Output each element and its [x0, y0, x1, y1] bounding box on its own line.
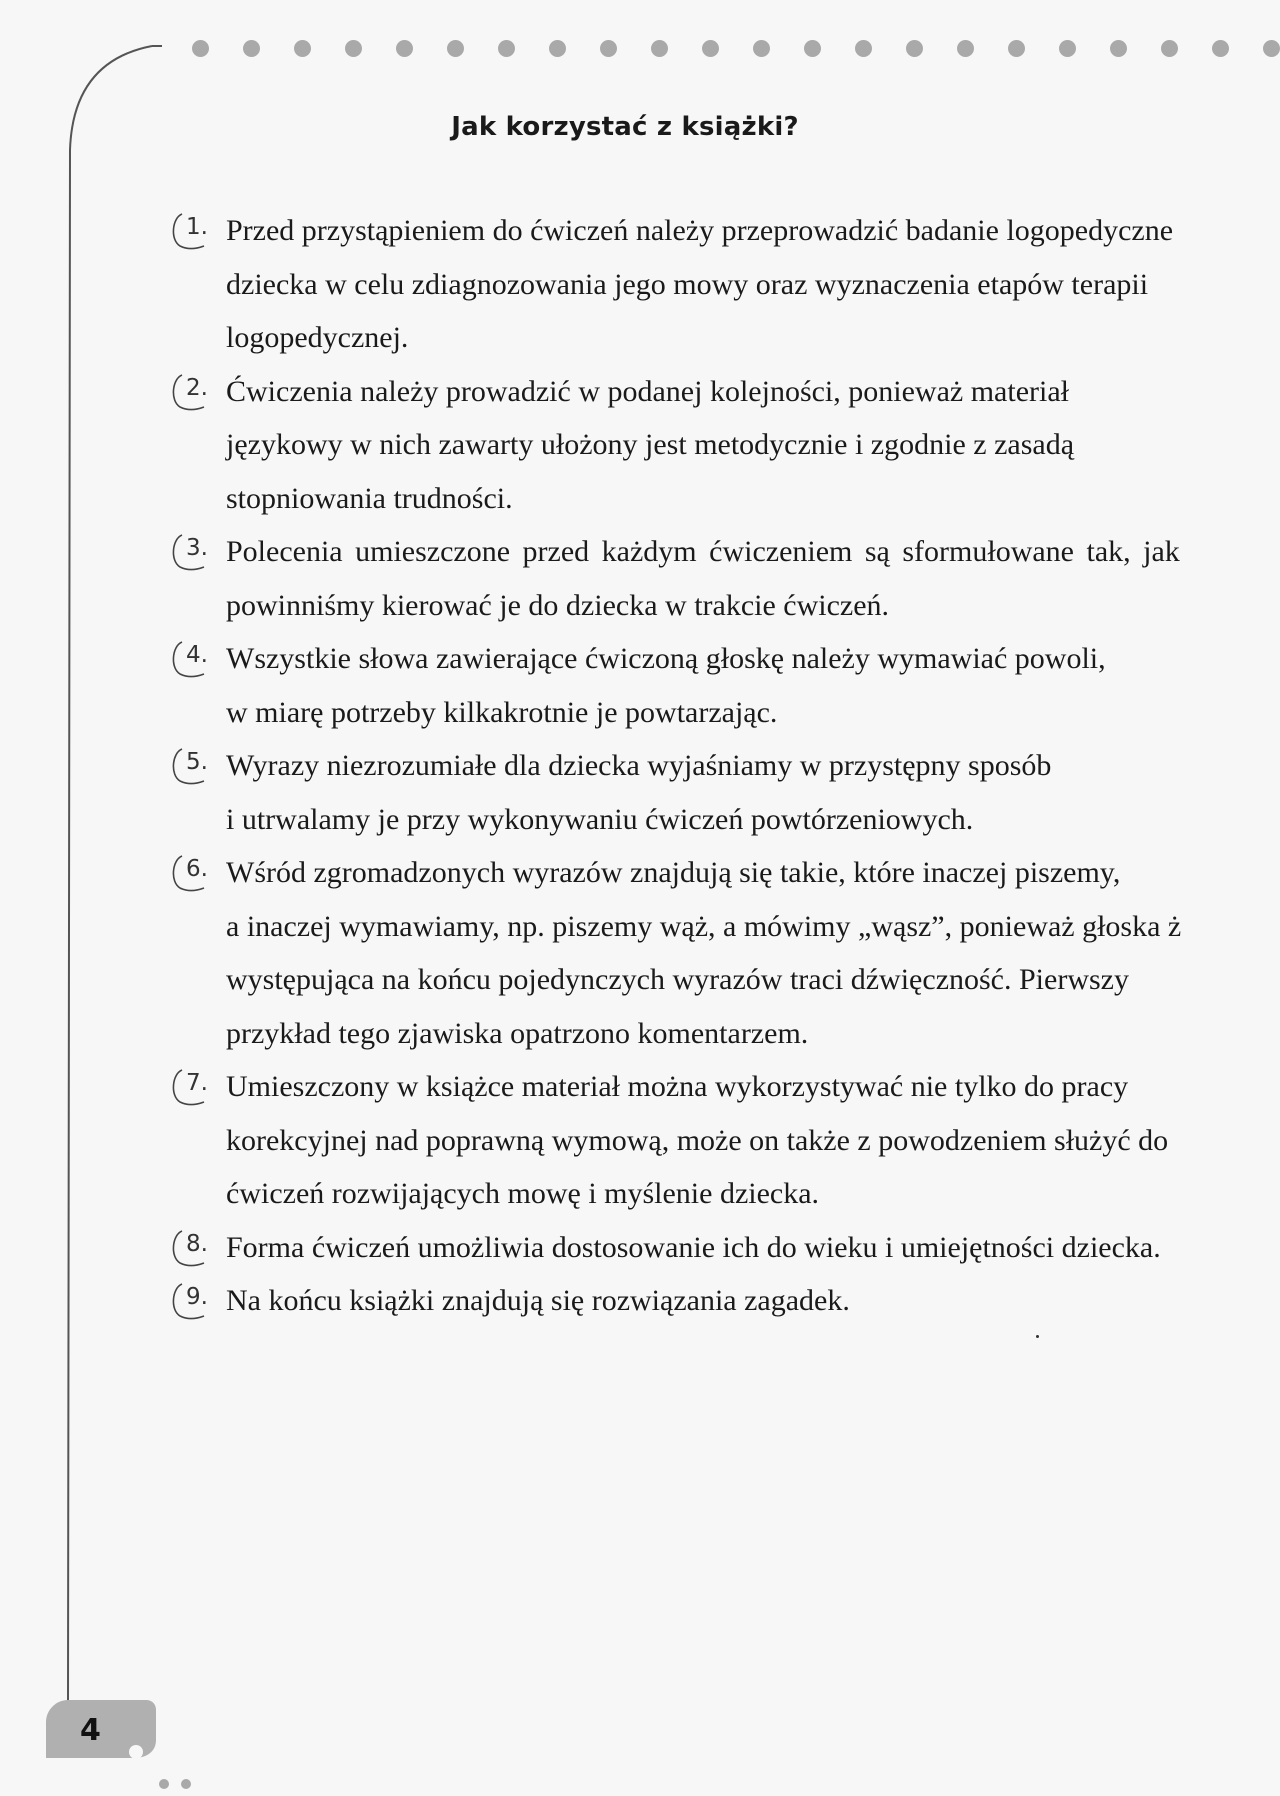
number-marker: [166, 210, 212, 256]
list-item: [160, 204, 1280, 365]
decorative-dot: [651, 40, 668, 57]
item-number: 9.: [186, 1284, 208, 1310]
decorative-dot: [549, 40, 566, 57]
decorative-dot: [1212, 40, 1229, 57]
page-number: 4: [80, 1713, 101, 1748]
page-number-tab: [46, 1700, 156, 1762]
item-line: Wyrazy niezrozumiałe dla dziecka wyjaśniamy w przystępny sposób: [226, 749, 1052, 782]
number-marker: [166, 1066, 212, 1112]
decorative-dot: [447, 40, 464, 57]
item-line: językowy w nich zawarty ułożony jest metodycznie i zgodnie z zasadą: [226, 428, 1075, 461]
list-item: [160, 525, 1280, 632]
decorative-dot: [498, 40, 515, 57]
item-line: Wśród zgromadzonych wyrazów znajdują się takie, które inaczej piszemy,: [226, 856, 1121, 889]
item-line: ćwiczeń rozwijających mowę i myślenie dziecka.: [226, 1177, 820, 1210]
decorative-dot: [396, 40, 413, 57]
item-line: Umieszczony w książce materiał można wykorzystywać nie tylko do pracy: [226, 1070, 1129, 1103]
decorative-dot: [1008, 40, 1025, 57]
instructions-list: [160, 204, 1280, 1328]
item-line: występująca na końcu pojedynczych wyrazów traci dźwięczność. Pierwszy: [226, 963, 1129, 996]
decorative-dot: [957, 40, 974, 57]
item-number: 5.: [186, 749, 208, 775]
decorative-dot: [1161, 40, 1178, 57]
print-speck: [1036, 1335, 1039, 1338]
item-number: 4.: [186, 642, 208, 668]
list-item: [160, 1221, 1280, 1275]
item-line: korekcyjnej nad poprawną wymową, może on także z powodzeniem służyć do: [226, 1123, 1169, 1157]
decorative-dot: [753, 40, 770, 57]
list-item: [160, 1274, 1280, 1328]
list-item: [160, 365, 1280, 526]
item-number: 1.: [186, 214, 208, 240]
decorative-dot: [1110, 40, 1127, 57]
number-marker: [166, 745, 212, 791]
decorative-dot: [243, 40, 260, 57]
page-number-dots: [148, 1774, 208, 1794]
item-line: Przed przystąpieniem do ćwiczeń należy przeprowadzić badanie logopedyczne: [226, 214, 1174, 247]
decorative-dot: [1059, 40, 1076, 57]
number-marker: [166, 852, 212, 898]
item-number: 7.: [186, 1070, 208, 1096]
item-line: Ćwiczenia należy prowadzić w podanej kolejności, ponieważ materiał: [226, 374, 1069, 408]
item-line: Wszystkie słowa zawierające ćwiczoną głoskę należy wymawiać powoli,: [226, 642, 1106, 675]
decorative-dots-row: [190, 38, 1280, 60]
item-number: 8.: [186, 1230, 208, 1257]
decorative-dot: [855, 40, 872, 57]
decorative-dot: [345, 40, 362, 57]
item-line: Polecenia umieszczone przed każdym ćwiczeniem są sformułowane tak, jak: [226, 535, 1180, 568]
decorative-dot: [1263, 40, 1280, 57]
item-line: przykład tego zjawiska opatrzono komentarzem.: [226, 1016, 809, 1050]
number-marker: [166, 371, 212, 417]
number-marker: [166, 531, 212, 577]
decorative-dot: [600, 40, 617, 57]
item-line: w miarę potrzeby kilkakrotnie je powtarzając.: [226, 695, 778, 729]
decorative-dot: [906, 40, 923, 57]
item-line: i utrwalamy je przy wykonywaniu ćwiczeń powtórzeniowych.: [226, 802, 974, 836]
number-marker: [166, 638, 212, 684]
decorative-dot: [804, 40, 821, 57]
list-item: [160, 632, 1280, 739]
list-item: [160, 1060, 1280, 1221]
number-marker: [166, 1227, 212, 1273]
item-line: a inaczej wymawiamy, np. piszemy wąż, a mówimy „wąsz”, ponieważ głoska ż: [226, 909, 1182, 943]
item-line: powinniśmy kierować je do dziecka w trakcie ćwiczeń.: [226, 588, 890, 622]
item-number: 2.: [186, 374, 208, 401]
item-line: stopniowania trudności.: [226, 481, 513, 515]
number-marker: [166, 1280, 212, 1326]
decorative-dot: [294, 40, 311, 57]
item-line: logopedycznej.: [226, 321, 409, 354]
list-item: [160, 846, 1280, 1060]
item-number: 6.: [186, 856, 208, 882]
item-number: 3.: [186, 535, 208, 561]
decorative-dot: [702, 40, 719, 57]
page-title: Jak korzystać z książki?: [451, 112, 799, 142]
item-line: Na końcu książki znajdują się rozwiązania zagadek.: [226, 1284, 850, 1317]
decorative-dot: [192, 40, 209, 57]
list-item: [160, 739, 1280, 846]
item-line: Forma ćwiczeń umożliwia dostosowanie ich do wieku i umiejętności dziecka.: [226, 1230, 1161, 1264]
item-line: dziecka w celu zdiagnozowania jego mowy oraz wyznaczenia etapów terapii: [226, 267, 1149, 301]
